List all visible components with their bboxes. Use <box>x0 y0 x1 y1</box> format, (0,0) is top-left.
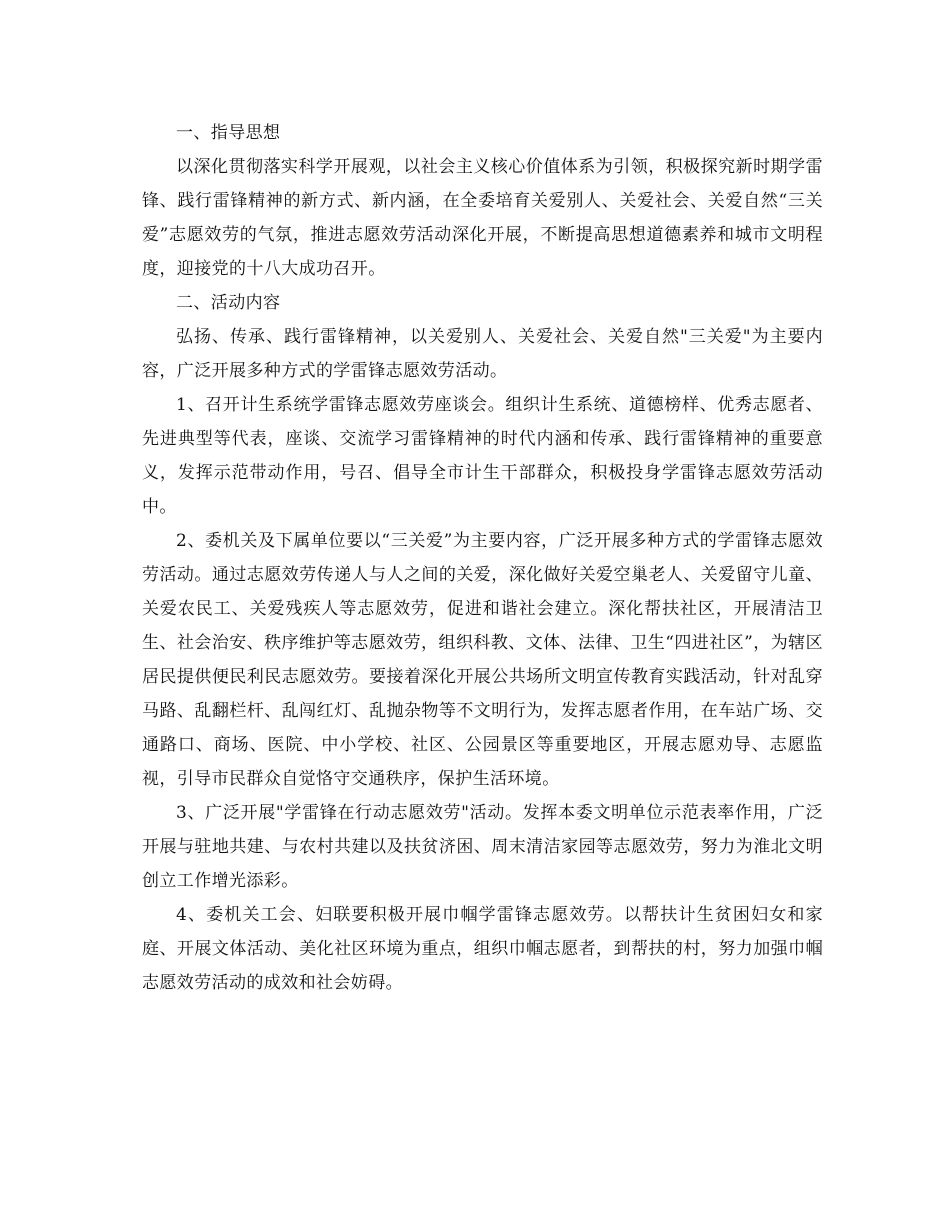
paragraph-activity-intro: 弘扬、传承、践行雷锋精神，以关爱别人、关爱社会、关爱自然"三关爱"为主要内容，广泛开展多种方式的学雷锋志愿效劳活动。 <box>142 327 823 381</box>
paragraph-item-2: 2、委机关及下属单位要以“三关爱”为主要内容，广泛开展多种方式的学雷锋志愿效劳活动。通过志愿效劳传递人与人之间的关爱，深化做好关爱空巢老人、关爱留守儿童、关爱农民工、关爱残疾人等志愿效劳，促进和谐社会建立。深化帮扶社区，开展清洁卫生、社会治安、秩序维护等志愿效劳，组织科教、文体、法律、卫生“四进社区”，为辖区居民提供便民利民志愿效劳。要接着深化开展公共场所文明宣传教育实践活动，针对乱穿马路、乱翻栏杆、乱闯红灯、乱抛杂物等不文明行为，发挥志愿者作用，在车站广场、交通路口、商场、医院、中小学校、社区、公园景区等重要地区，开展志愿劝导、志愿监视，引导市民群众自觉恪守交通秩序，保护生活环境。 <box>142 531 823 789</box>
document-body <box>142 116 823 1000</box>
paragraph-item-3: 3、广泛开展"学雷锋在行动志愿效劳"活动。发挥本委文明单位示范表率作用，广泛开展与驻地共建、与农村共建以及扶贫济困、周末清洁家园等志愿效劳，努力为淮北文明创立工作增光添彩。 <box>142 803 823 891</box>
paragraph-item-1: 1、召开计生系统学雷锋志愿效劳座谈会。组织计生系统、道德榜样、优秀志愿者、先进典型等代表，座谈、交流学习雷锋精神的时代内涵和传承、践行雷锋精神的重要意义，发挥示范带动作用，号召、倡导全市计生干部群众，积极投身学雷锋志愿效劳活动中。 <box>142 395 823 517</box>
section-heading-guiding-thought: 一、指导思想 <box>176 123 281 143</box>
paragraph-item-4: 4、委机关工会、妇联要积极开展巾帼学雷锋志愿效劳。以帮扶计生贫困妇女和家庭、开展文体活动、美化社区环境为重点，组织巾帼志愿者，到帮扶的村，努力加强巾帼志愿效劳活动的成效和社会妨碍。 <box>142 905 823 993</box>
paragraph-guiding-thought: 以深化贯彻落实科学开展观，以社会主义核心价值体系为引领，积极探究新时期学雷锋、践行雷锋精神的新方式、新内涵，在全委培育关爱别人、关爱社会、关爱自然“三关爱”志愿效劳的气氛，推进志愿效劳活动深化开展，不断提高思想道德素养和城市文明程度，迎接党的十八大成功召开。 <box>142 157 823 279</box>
section-heading-activity-content: 二、活动内容 <box>176 293 281 313</box>
